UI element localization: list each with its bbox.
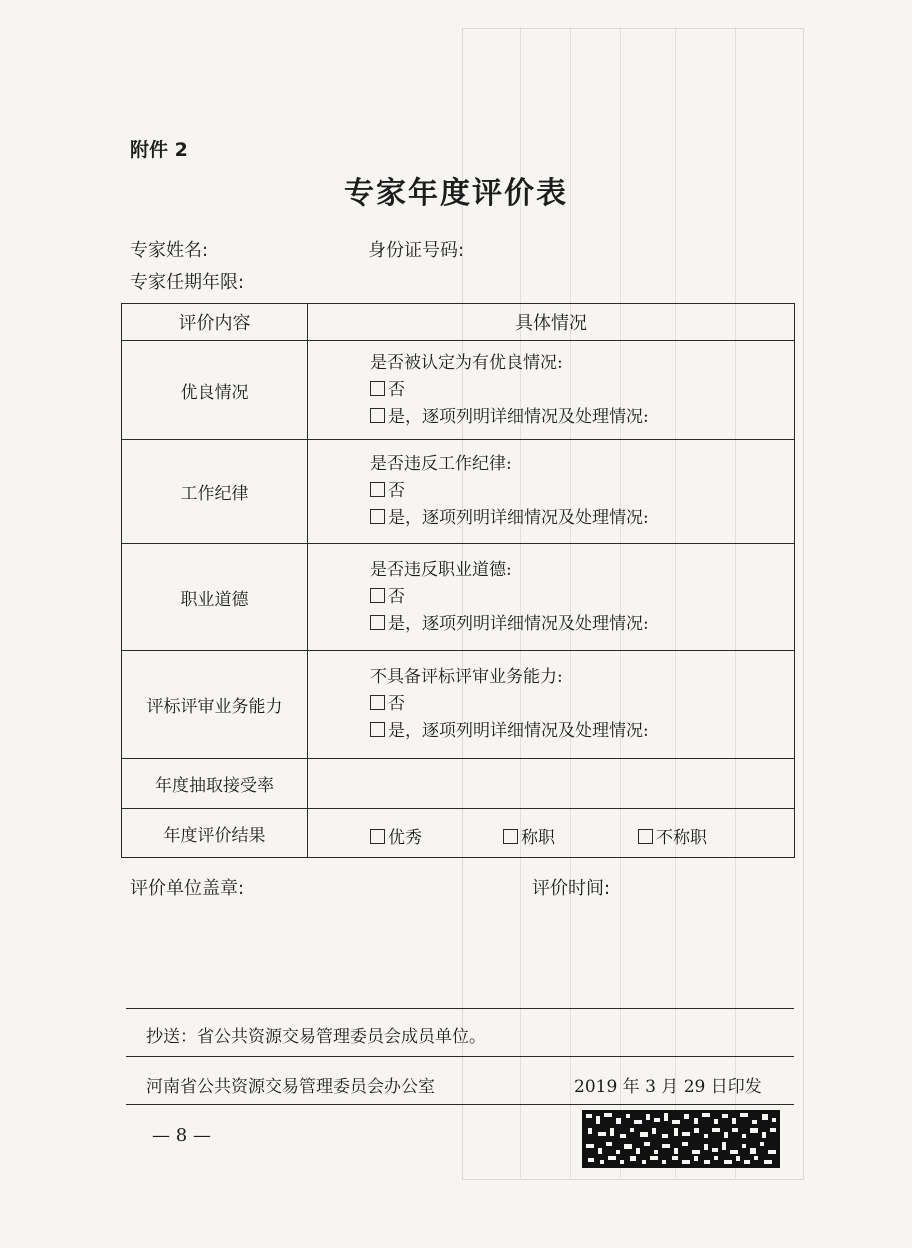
table-row — [122, 440, 795, 544]
term-years-label: 专家任期年限: — [130, 272, 245, 293]
option-no[interactable] — [370, 584, 794, 611]
checkbox-icon[interactable] — [370, 829, 385, 844]
result-option-excellent[interactable] — [370, 823, 422, 848]
page-title: 专家年度评价表 — [344, 176, 568, 211]
option-no[interactable] — [370, 377, 794, 404]
result-option-competent[interactable] — [503, 823, 555, 848]
result-option-incompetent[interactable] — [638, 823, 707, 848]
header-details: 具体情况 — [308, 304, 795, 341]
table-header-row — [122, 304, 795, 341]
table-row — [122, 651, 795, 759]
checkbox-icon[interactable] — [370, 482, 385, 497]
result-option-label: 优秀 — [388, 828, 422, 848]
header-content: 评价内容 — [122, 304, 308, 341]
divider — [126, 1008, 794, 1009]
evaluation-table — [121, 303, 795, 858]
attachment-label: 附件 2 — [130, 139, 188, 161]
expert-name-label: 专家姓名: — [130, 240, 209, 261]
result-option-label: 不称职 — [656, 828, 707, 848]
checkbox-icon[interactable] — [370, 588, 385, 603]
checkbox-icon[interactable] — [370, 695, 385, 710]
question-text: 是否违反工作纪律: — [370, 454, 512, 474]
result-label: 年度评价结果 — [122, 809, 308, 858]
option-no[interactable] — [370, 691, 794, 718]
issue-date: 2019 年 3 月 29 日印发 — [574, 1077, 762, 1097]
option-no-label: 否 — [388, 379, 405, 400]
row-label: 评标评审业务能力 — [122, 651, 308, 759]
qr-barcode-icon — [582, 1110, 780, 1168]
checkbox-icon[interactable] — [370, 722, 385, 737]
acceptance-label: 年度抽取接受率 — [122, 759, 308, 809]
option-yes[interactable] — [370, 404, 794, 431]
checkbox-icon[interactable] — [370, 408, 385, 423]
acceptance-value[interactable] — [308, 759, 795, 809]
option-yes-label: 是，逐项列明详细情况及处理情况: — [388, 613, 649, 634]
row-details — [308, 440, 795, 544]
option-yes-label: 是，逐项列明详细情况及处理情况: — [388, 508, 649, 528]
option-yes[interactable] — [370, 505, 794, 532]
row-details — [308, 341, 795, 440]
result-options — [308, 809, 795, 858]
acceptance-row — [122, 759, 795, 809]
table-row — [122, 544, 795, 651]
stamp-label: 评价单位盖章: — [130, 878, 245, 899]
result-row — [122, 809, 795, 858]
page-number: — 8 — — [152, 1125, 211, 1146]
option-no-label: 否 — [388, 586, 405, 607]
divider — [126, 1104, 794, 1105]
divider — [126, 1056, 794, 1057]
option-no-label: 否 — [388, 694, 405, 714]
option-yes[interactable] — [370, 718, 794, 745]
question-text: 是否被认定为有优良情况: — [370, 352, 563, 373]
option-yes-label: 是，逐项列明详细情况及处理情况: — [388, 406, 649, 427]
checkbox-icon[interactable] — [638, 829, 653, 844]
time-label: 评价时间: — [532, 878, 611, 899]
checkbox-icon[interactable] — [370, 509, 385, 524]
result-option-label: 称职 — [521, 828, 555, 848]
option-yes-label: 是，逐项列明详细情况及处理情况: — [388, 721, 649, 741]
checkbox-icon[interactable] — [370, 381, 385, 396]
cc-line: 抄送：省公共资源交易管理委员会成员单位。 — [146, 1027, 486, 1047]
checkbox-icon[interactable] — [503, 829, 518, 844]
question-text: 是否违反职业道德: — [370, 559, 512, 580]
id-number-label: 身份证号码: — [368, 240, 465, 261]
option-yes[interactable] — [370, 611, 794, 638]
option-no-label: 否 — [388, 481, 405, 501]
row-label: 优良情况 — [122, 341, 308, 440]
row-details — [308, 651, 795, 759]
option-no[interactable] — [370, 478, 794, 505]
table-row — [122, 341, 795, 440]
issuer: 河南省公共资源交易管理委员会办公室 — [146, 1077, 435, 1097]
row-label: 工作纪律 — [122, 440, 308, 544]
checkbox-icon[interactable] — [370, 615, 385, 630]
row-details — [308, 544, 795, 651]
row-label: 职业道德 — [122, 544, 308, 651]
question-text: 不具备评标评审业务能力: — [370, 667, 563, 687]
